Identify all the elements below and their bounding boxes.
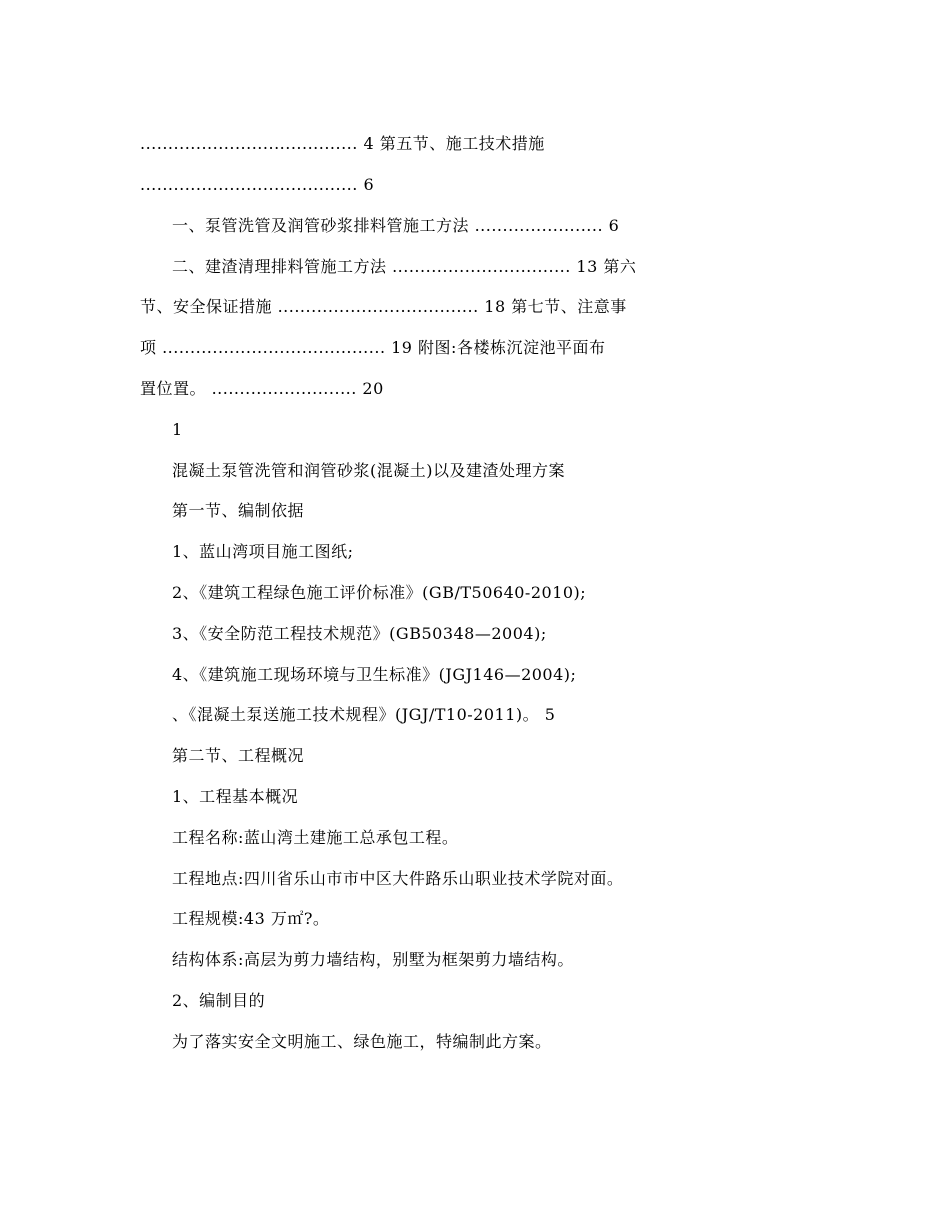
paragraph: 结构体系:高层为剪力墙结构，别墅为框架剪力墙结构。	[172, 950, 574, 969]
section-heading: 第二节、工程概况	[172, 746, 305, 765]
toc-line: ....................................... 4 第五节、施工技术措施	[140, 134, 545, 153]
toc-line: 一、泵管洗管及润管砂浆排料管施工方法 ....................... 6	[172, 216, 620, 235]
subsection-heading: 2、编制目的	[172, 991, 266, 1010]
toc-line: 置位置。 .......................... 20	[140, 379, 384, 398]
document-title: 混凝土泵管洗管和润管砂浆(混凝土)以及建渣处理方案	[172, 461, 565, 480]
paragraph: 为了落实安全文明施工、绿色施工，特编制此方案。	[172, 1032, 552, 1051]
list-item: 、《混凝土泵送施工技术规程》(JGJ/T10-2011)。 5	[172, 705, 556, 724]
toc-line: ....................................... 6	[140, 175, 375, 194]
list-item: 4、《建筑施工现场环境与卫生标准》(JGJ146—2004);	[172, 665, 577, 684]
subsection-heading: 1、工程基本概况	[172, 787, 299, 806]
toc-line: 二、建渣清理排料管施工方法 ................................ 13 第六	[172, 257, 637, 276]
list-item: 1、蓝山湾项目施工图纸;	[172, 542, 354, 561]
list-item: 2、《建筑工程绿色施工评价标准》(GB/T50640-2010);	[172, 583, 587, 602]
paragraph: 工程名称:蓝山湾土建施工总承包工程。	[172, 828, 459, 847]
page-number: 1	[172, 420, 183, 439]
section-heading: 第一节、编制依据	[172, 501, 305, 520]
paragraph: 工程规模:43 万㎡?。	[172, 909, 330, 928]
list-item: 3、《安全防范工程技术规范》(GB50348—2004);	[172, 624, 547, 643]
paragraph: 工程地点:四川省乐山市市中区大件路乐山职业技术学院对面。	[172, 869, 624, 888]
toc-line: 节、安全保证措施 .................................... 18 第七节、注意事	[140, 297, 627, 316]
toc-line: 项 ........................................ 19 附图:各楼栋沉淀池平面布	[140, 338, 606, 357]
